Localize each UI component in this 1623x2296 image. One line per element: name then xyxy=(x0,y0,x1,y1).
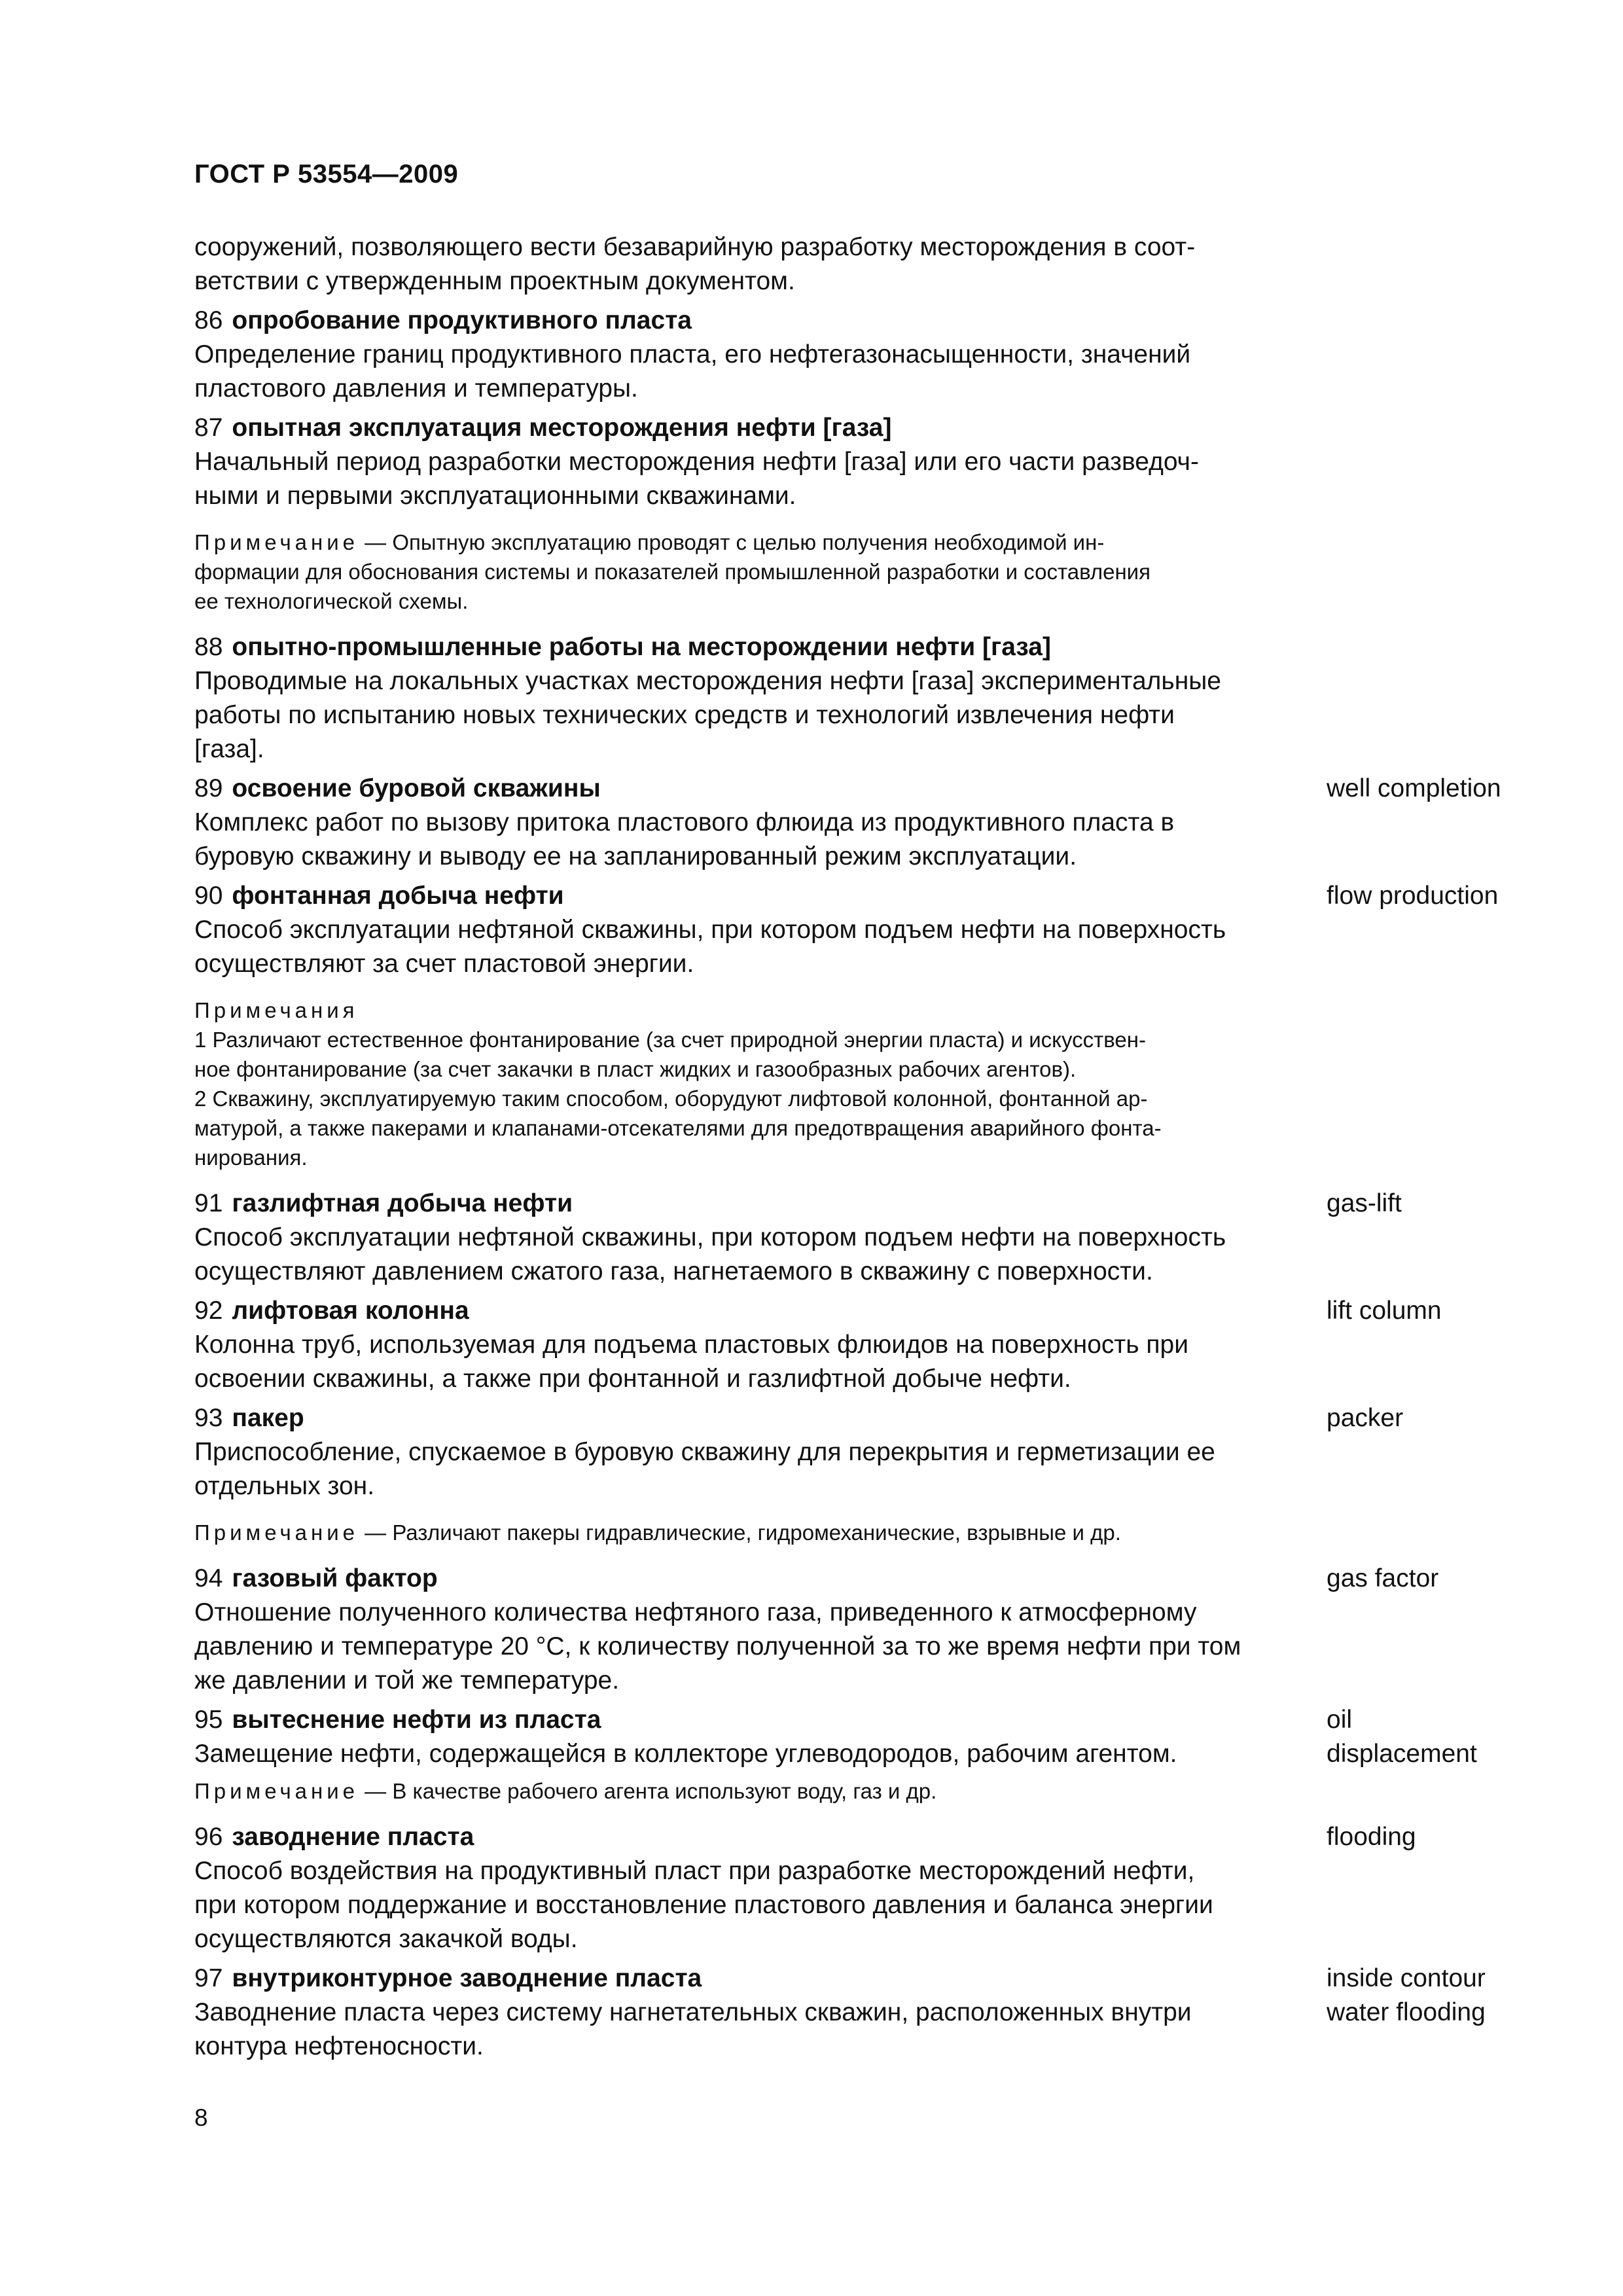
english-equivalent: gas factor xyxy=(1327,1564,1439,1592)
term-entry-96 xyxy=(194,1820,1523,1956)
english-equivalent: inside contour water flooding xyxy=(1327,1964,1486,2026)
english-equivalent: flow production xyxy=(1327,882,1499,910)
term-heading: 94 газовый фактор xyxy=(194,1564,438,1592)
term-entry-88 xyxy=(194,630,1523,766)
english-equivalent: oil displacement xyxy=(1327,1706,1477,1768)
term-definition: Определение границ продуктивного пласта, его нефтегазонасыщенности, значений пластового давления и температуры. xyxy=(194,340,1191,403)
english-equivalent: packer xyxy=(1327,1404,1404,1432)
document-header: ГОСТ Р 53554—2009 xyxy=(194,160,459,188)
continued-paragraph xyxy=(194,230,1281,298)
term-heading: 87 опытная эксплуатация месторождения нефти [газа] xyxy=(194,414,892,442)
english-equivalent: flooding xyxy=(1327,1823,1416,1851)
term-definition: Отношение полученного количества нефтяного газа, приведенного к атмосферному давлению и температуре 20 °С, к количеству полученной за то же время нефти при том же давлении и той же температуре. xyxy=(194,1598,1241,1695)
term-entry-86 xyxy=(194,304,1523,406)
term-definition: Колонна труб, используемая для подъема пластовых флюидов на поверхность при освоении скважины, а также при фонтанной и газлифтной добыче нефти. xyxy=(194,1331,1189,1393)
term-definition: Начальный период разработки месторождения нефти [газа] или его части разведоч- ными и первыми эксплуатационными скважинами. xyxy=(194,448,1199,510)
term-definition: Проводимые на локальных участках месторождения нефти [газа] экспериментальные работы по испытанию новых технических средств и технологий извлечения нефти [газа]. xyxy=(194,667,1221,763)
english-equivalent: lift column xyxy=(1327,1297,1442,1325)
term-heading: 89 освоение буровой скважины xyxy=(194,774,601,802)
term-entry-92 xyxy=(194,1294,1523,1396)
term-entry-97 xyxy=(194,1962,1523,2064)
note-87: Примечание — Опытную эксплуатацию проводят с целью получения необходимой ин- формации для обоснования системы и показателей промышленной разработки и составления ее технологической схемы. xyxy=(194,530,1150,613)
term-heading: 95 вытеснение нефти из пласта xyxy=(194,1706,601,1734)
term-definition: Способ эксплуатации нефтяной скважины, при котором подъем нефти на поверхность осуществляют за счет пластовой энергии. xyxy=(194,916,1226,978)
text-line: ветствии с утвержденным проектным документом. xyxy=(194,267,795,295)
term-heading: 97 внутриконтурное заводнение пласта xyxy=(194,1964,702,1992)
term-definition: Замещение нефти, содержащейся в коллекторе углеводородов, рабочим агентом. xyxy=(194,1740,1177,1768)
term-entry-94 xyxy=(194,1562,1523,1698)
page-number: 8 xyxy=(194,2104,208,2131)
note-93: Примечание — Различают пакеры гидравлические, гидромеханические, взрывные и др. xyxy=(194,1520,1121,1545)
term-entry-89 xyxy=(194,772,1523,874)
term-heading: 92 лифтовая колонна xyxy=(194,1297,469,1325)
term-entry-95 xyxy=(194,1703,1523,1771)
note-90: Примечания 1 Различают естественное фонтанирование (за счет природной энергии пласта) и искусствен- ное фонтанирование (за счет закачки в пласт жидких и газообразных рабочих агентов). 2 Скважину, эксплуатируемую таким способом, оборудуют лифтовой колонной, фонтанной ар- матурой, а также пакерами и клапанами-отсекателями для предотвращения аварийного фонта- нирования. xyxy=(194,998,1162,1170)
term-heading: 90 фонтанная добыча нефти xyxy=(194,882,564,910)
term-heading: 86 опробование продуктивного пласта xyxy=(194,306,692,334)
term-heading: 91 газлифтная добыча нефти xyxy=(194,1189,573,1217)
text-line: сооружений, позволяющего вести безаварийную разработку месторождения в соот- xyxy=(194,233,1196,261)
term-entry-93 xyxy=(194,1401,1523,1503)
term-definition: Комплекс работ по вызову притока пластового флюида из продуктивного пласта в буровую скважину и выводу ее на запланированный режим эксплуатации. xyxy=(194,808,1175,870)
term-heading: 88 опытно-промышленные работы на месторождении нефти [газа] xyxy=(194,633,1051,661)
term-definition: Способ эксплуатации нефтяной скважины, при котором подъем нефти на поверхность осуществляют давлением сжатого газа, нагнетаемого в скважину с поверхности. xyxy=(194,1223,1226,1285)
document-body xyxy=(194,230,1523,2064)
english-equivalent: well completion xyxy=(1327,774,1501,802)
note-95: Примечание — В качестве рабочего агента используют воду, газ и др. xyxy=(194,1779,937,1803)
term-definition: Заводнение пласта через систему нагнетательных скважин, расположенных внутри контура нефтеносности. xyxy=(194,1998,1192,2060)
term-definition: Способ воздействия на продуктивный пласт при разработке месторождений нефти, при котором поддержание и восстановление пластового давления и баланса энергии осуществляются закачкой воды. xyxy=(194,1857,1213,1953)
term-definition: Приспособление, спускаемое в буровую скважину для перекрытия и герметизации ее отдельных зон. xyxy=(194,1438,1215,1500)
term-entry-91 xyxy=(194,1187,1523,1289)
term-entry-90 xyxy=(194,879,1523,981)
term-entry-87 xyxy=(194,411,1523,513)
term-heading: 93 пакер xyxy=(194,1404,304,1432)
english-equivalent: gas-lift xyxy=(1327,1189,1402,1217)
term-heading: 96 заводнение пласта xyxy=(194,1823,474,1851)
